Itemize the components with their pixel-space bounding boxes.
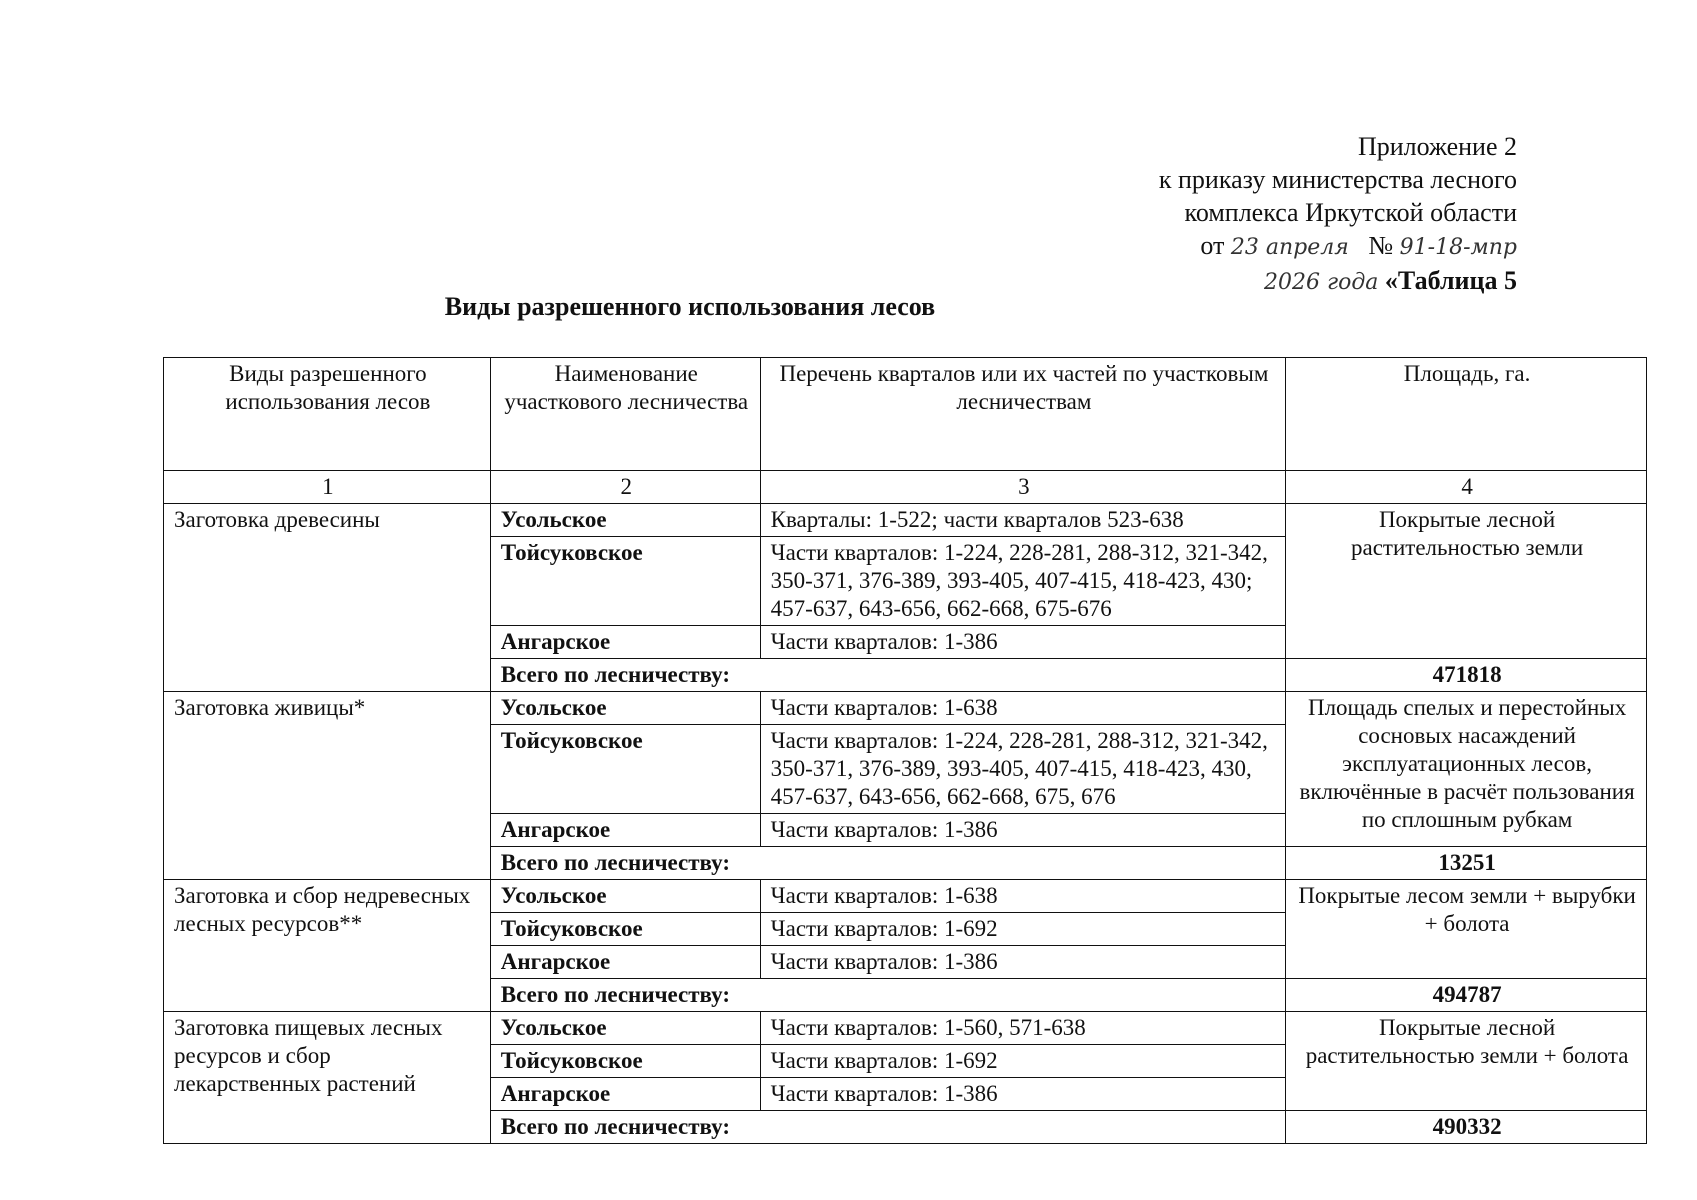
document-title: Виды разрешенного использования лесов xyxy=(444,292,936,321)
forest-use-table xyxy=(163,357,1647,1144)
quarters-cell: Кварталы: 1-522; части кварталов 523-638 xyxy=(760,504,1286,537)
appendix-date-line xyxy=(1159,229,1517,264)
appendix-line-2: к приказу министерства лесного xyxy=(1158,165,1517,194)
forestry-cell: Тойсуковское xyxy=(490,1045,760,1078)
forestry-cell: Тойсуковское xyxy=(490,725,760,814)
quarters-cell: Части кварталов: 1-386 xyxy=(760,814,1286,847)
total-value-cell: 13251 xyxy=(1286,847,1647,880)
table-row xyxy=(164,880,1647,913)
quarters-cell: Части кварталов: 1-692 xyxy=(760,913,1286,946)
quarters-cell: Части кварталов: 1-560, 571-638 xyxy=(760,1012,1286,1045)
total-value-cell: 494787 xyxy=(1286,979,1647,1012)
use-kind-cell: Заготовка древесины xyxy=(164,504,491,692)
total-value-cell: 490332 xyxy=(1286,1111,1647,1144)
total-label-cell: Всего по лесничеству: xyxy=(490,979,1285,1012)
quarters-cell: Части кварталов: 1-224, 228-281, 288-312, 321-342, 350-371, 376-389, 393-405, 407-415, 418-423, 430, 457-637, 643-656, 662-668, 675, 676 xyxy=(760,725,1286,814)
forestry-cell: Ангарское xyxy=(490,626,760,659)
column-number: 3 xyxy=(760,471,1286,504)
forestry-cell: Тойсуковское xyxy=(490,913,760,946)
quarters-cell: Части кварталов: 1-386 xyxy=(760,626,1286,659)
appendix-block xyxy=(1159,130,1517,299)
number-prefix: № xyxy=(1368,231,1394,260)
appendix-line-3: комплекса Иркутской области xyxy=(1184,198,1517,227)
total-label-cell: Всего по лесничеству: xyxy=(490,659,1285,692)
forestry-cell: Ангарское xyxy=(490,946,760,979)
area-note-cell: Покрытые лесом земли + вырубки + болота xyxy=(1286,880,1647,979)
area-note-cell: Площадь спелых и перестойных сосновых насаждений эксплуатационных лесов, включённые в расчёт пользования по сплошным рубкам xyxy=(1286,692,1647,847)
table-header-row xyxy=(164,358,1647,471)
handwritten-number: 91-18-мпр xyxy=(1399,235,1517,260)
quarters-cell: Части кварталов: 1-692 xyxy=(760,1045,1286,1078)
total-label-cell: Всего по лесничеству: xyxy=(490,1111,1285,1144)
forestry-cell: Усольское xyxy=(490,880,760,913)
use-kind-cell: Заготовка пищевых лесных ресурсов и сбор лекарственных растений xyxy=(164,1012,491,1144)
table-label: «Таблица 5 xyxy=(1384,266,1517,295)
forestry-cell: Усольское xyxy=(490,692,760,725)
table-row xyxy=(164,1012,1647,1045)
appendix-line-1: Приложение 2 xyxy=(1357,132,1517,161)
quarters-cell: Части кварталов: 1-386 xyxy=(760,946,1286,979)
from-prefix: от xyxy=(1200,231,1225,260)
total-value-cell: 471818 xyxy=(1286,659,1647,692)
column-number-row xyxy=(164,471,1647,504)
forestry-cell: Тойсуковское xyxy=(490,537,760,626)
area-note-cell: Покрытые лесной растительностью земли xyxy=(1286,504,1647,659)
handwritten-date: 23 апреля xyxy=(1230,235,1349,260)
header-cell: Наименование участкового лесничества xyxy=(490,358,760,471)
use-kind-cell: Заготовка живицы* xyxy=(164,692,491,880)
column-number: 2 xyxy=(490,471,760,504)
forestry-cell: Ангарское xyxy=(490,814,760,847)
header-cell: Виды разрешенного использования лесов xyxy=(164,358,491,471)
table-row xyxy=(164,504,1647,537)
column-number: 4 xyxy=(1286,471,1647,504)
quarters-cell: Части кварталов: 1-224, 228-281, 288-312, 321-342, 350-371, 376-389, 393-405, 407-415, 418-423, 430; 457-637, 643-656, 662-668, 675-676 xyxy=(760,537,1286,626)
quarters-cell: Части кварталов: 1-386 xyxy=(760,1078,1286,1111)
forestry-cell: Ангарское xyxy=(490,1078,760,1111)
table-row xyxy=(164,692,1647,725)
total-label-cell: Всего по лесничеству: xyxy=(490,847,1285,880)
forestry-cell: Усольское xyxy=(490,1012,760,1045)
column-number: 1 xyxy=(164,471,491,504)
quarters-cell: Части кварталов: 1-638 xyxy=(760,692,1286,725)
header-cell: Площадь, га. xyxy=(1286,358,1647,471)
use-kind-cell: Заготовка и сбор недревесных лесных ресурсов** xyxy=(164,880,491,1012)
handwritten-year: 2026 года xyxy=(1263,270,1379,295)
forestry-cell: Усольское xyxy=(490,504,760,537)
area-note-cell: Покрытые лесной растительностью земли + болота xyxy=(1286,1012,1647,1111)
header-cell: Перечень кварталов или их частей по участковым лесничествам xyxy=(760,358,1286,471)
quarters-cell: Части кварталов: 1-638 xyxy=(760,880,1286,913)
